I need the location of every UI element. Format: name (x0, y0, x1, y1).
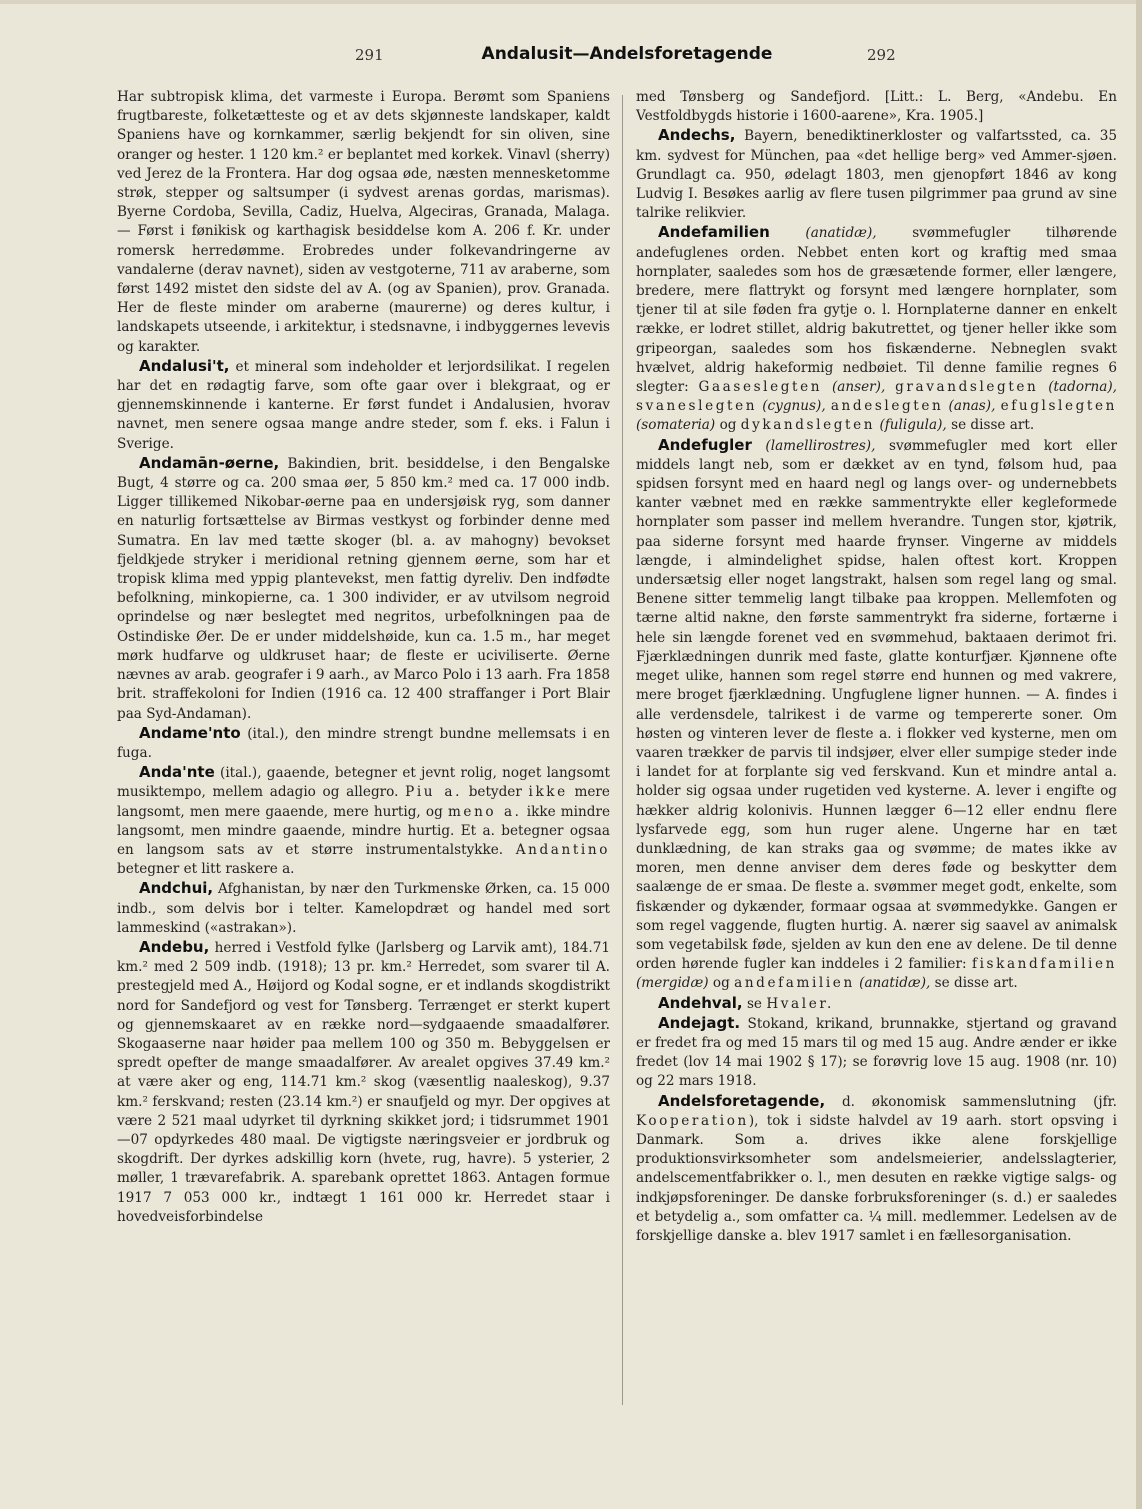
entry-text: Stokand, krikand, brunnakke, stjertand og gravand er fredet fra og med 15 mars til og med 15 aug. Andre ænder er ikke fredet (lov 14 mai 1902 § 17); se forøvrig love 15 aug. 1908 (nr. 10) og 22 mars 1918. (636, 1015, 1117, 1090)
spaced-term: Piu a. (405, 784, 463, 801)
spaced-term: andefamilien (734, 975, 855, 992)
page-number-left: 291 (355, 46, 384, 64)
latin-name: (mergidæ) (636, 975, 709, 992)
entry-andalusit (117, 357, 610, 454)
entry-andefamilien (636, 223, 1117, 435)
spaced-term: dykandslegten (740, 417, 876, 434)
entry-text: se disse art. (951, 417, 1035, 434)
latin-name: (anatidæ), (805, 225, 877, 242)
headword: Andebu, (139, 937, 210, 956)
entry-andehval (636, 994, 1117, 1014)
right-column (636, 88, 1117, 1246)
latin-name: (tadorna), (1048, 379, 1117, 396)
spaced-term: Kooperation (636, 1112, 749, 1129)
entry-text: med Tønsberg og Sandefjord. [Litt.: L. Berg, «Andebu. En Vestfoldbygds historie i 1600-aarene», Kra. 1905.] (636, 89, 1117, 125)
entry-text: betyder (468, 784, 522, 801)
page-number-right: 292 (867, 46, 896, 64)
entry-text: d. økonomisk sammenslutning (jfr. (841, 1093, 1117, 1110)
entry-text: Afghanistan, by nær den Turkmenske Ørken, ca. 15 000 indb., som delvis bor i telter. Kamelopdræt og handel med sort lammeskind («astrakan»). (117, 881, 610, 936)
entry-text: ), tok i sidste halvdel av 19 aarh. stort opsving i Danmark. Som a. drives ikke alene forskjellige produktionsvirksomheter som andelsmeierier, andelsslagterier, andelscementfabrikker o. l., men desuten en række vigtige salgs- og indkjøpsforeninger. De danske forbruksforeninger (s. d.) er saaledes et betydelig a., som omfatter ca. ¼ mill. medlemmer. Ledelsen av de forskjellige danske a. blev 1917 samlet i en fællesorganisation. (636, 1112, 1117, 1244)
entry-andefugler (636, 436, 1117, 994)
entry-text: mere langsomt, men mere gaaende, mere hurtig, og (117, 784, 610, 820)
entry-text: og (719, 417, 737, 434)
entry-andechs (636, 126, 1117, 223)
spaced-term: Gaaseslegten (698, 379, 823, 396)
page-right-edge (1136, 0, 1142, 1509)
entry-andalusien-continued (117, 88, 610, 357)
headword: Andejagt. (658, 1013, 741, 1032)
spaced-term: gravandslegten (895, 379, 1039, 396)
spaced-term: Andantino (515, 841, 610, 858)
page-top-edge (0, 0, 1142, 4)
headword: Andechs, (658, 126, 736, 145)
headword: Anda'nte (139, 763, 215, 782)
spaced-term: ikke (528, 784, 568, 801)
entry-text: ikke mindre langsomt, men mindre gaaende, mindre hurtig. Et a. betegner ogsaa en langsom sats av et større instrumentalstykke. (117, 803, 611, 858)
spaced-term: fiskandfamilien (971, 956, 1117, 973)
entry-text: herred i Vestfold fylke (Jarlsberg og Larvik amt), 184.71 km.² med 2 509 indb. (1918); 13 pr. km.² Herredet, som svarer til A. prestegjeld med A., Høijord og Kodal sogne, er et indlands skogdistrikt nord for Sandefjord og vest for Tønsberg. Terrænget er sterkt kupert og gjennemskaaret av en række nord—sydgaaende smaadalfører. Skogaaserne naar høider paa mellem 100 og 350 m. Bebyggelsen er spredt opefter de mange smaadalfører. Av arealet opgives 37.49 km.² at være aker og eng, 114.71 km.² skog (væsentlig naaleskog), 9.37 km.² ferskvand; resten (23.14 km.²) er snaufjeld og myr. Der opgives at være 2 521 maal udyrket til dyrkning skikket jord; i tidsrummet 1901—07 opdyrkedes 480 maal. De vigtigste næringsveier er jordbruk og skogdrift. Der dyrkes adskillig korn (hvete, rug, havre). 5 ysterier, 2 møller, 1 trævarefabrik. A. sparebank oprettet 1863. Antagen formue 1917 7 053 000 kr., indtægt 1 161 000 kr. Herredet staar i hovedveisforbindelse (117, 939, 610, 1225)
latin-name: (anser), (831, 379, 886, 396)
entry-andebu-continued (636, 88, 1117, 126)
entry-text: (ital.), gaaende, betegner et jevnt rolig, noget langsomt musiktempo, mellem adagio og allegro. (117, 765, 610, 801)
entry-text: og (712, 975, 730, 992)
headword: Andchui, (139, 879, 214, 898)
headword: Andame'nto (139, 723, 241, 742)
left-column (117, 88, 610, 1227)
spaced-term: andeslegten (830, 398, 944, 415)
entry-text: svømmefugler tilhørende andefuglenes orden. Nebbet enten kort og kraftig med smaa hornplater, saaledes som hos de græsætende former, eller længere, bredere, mere flattrykt og forsynt med længere hornplater, som tjener til at sile føden fra gytje o. l. Hornplaterne danner en enkelt række, er lodret stillet, aldrig bakutrettet, og tjener heller ikke som gripeorgan, saaledes som hos fiskænderne. Nebneglen svakt hvælvet, aldrig hakeformig nedbøiet. Til denne familie regnes 6 slegter: (636, 225, 1118, 396)
entry-andebu (117, 938, 610, 1227)
latin-name: (fuligula), (879, 417, 947, 434)
entry-text: (ital.), den mindre strengt bundne mellemsats i en fuga. (117, 725, 610, 761)
entry-text: betegner et litt raskere a. (117, 861, 295, 878)
entry-text: svømmefugler med kort eller middels langt neb, som er dækket av en tynd, følsom hud, paa spidsen forsynt med en haard negl og langs over- og undernebbets kanter væbnet med en række sammentrykte eller kegleformede hornplater som passer ind mellem hverandre. Tungen stor, kjøtrik, paa siderne forsynt med haarde frynser. Vingerne av middels længde, i almindelighet spidse, halen oftest kort. Kroppen undersætsig eller noget langstrakt, halsen som regel lang og smal. Benene sitter temmelig langt tilbake paa kroppen. Mellemfoten og tærne altid nakne, den første sammentrykt fra siderne, fortærne i hele sin længde forenet ved en svømmehud, baktaaen derimot fri. Fjærklædningen dunrik med faste, glatte konturfjær. Kjønnene ofte meget ulike, hannen som regel større end hunnen og med vakrere, mere broget fjærklædning. Ungfuglene ligner hunnen. — A. findes i alle verdensdele, talrikest i de varme og tempererte soner. Om høsten og vinteren lever de fleste a. i flokker ved kysterne, men om vaaren trækker de parvis til indsjøer, elver eller sumpige steder inde i landet for at forplante sig ved ferskvand. Kun et mindre antal a. holder sig ogsaa under rugetiden ved kysterne. A. lever i engifte og hækker aldrig kolonivis. Hunnen lægger 6—12 eller endnu flere lysfarvede egg, som hun ruger alene. Ungerne har en tæt dunklædning, de kan straks gaa og svømme; de mates ikke av moren, men denne anviser dem deres føde og beskytter dem saalænge de er smaa. De fleste a. svømmer meget godt, enkelte, som fiskænder og dykænder, formaar ogsaa at svømmedykke. Gangen er som regel vaggende, flugten hurtig. A. nærer sig saavel av animalsk som vegetabilsk føde, sjelden av kun den ene av delene. De til denne orden hørende fugler kan inddeles i 2 familier: (636, 437, 1117, 973)
entry-andamento (117, 724, 610, 763)
entry-text: Har subtropisk klima, det varmeste i Europa. Berømt som Spaniens frugtbareste, folketætteste og et av dets skjønneste landskaper, kaldt Spaniens have og kornkammer, særlig bekjendt for sin oliven, sine oranger og hester. 1 120 km.² er beplantet med korkek. Vinavl (sherry) ved Jerez de la Frontera. Har dog ogsaa øde, næsten mennesketomme strøk, stepper og saltsumper (i sydvest arenas gordas, marismas). Byerne Cordoba, Sevilla, Cadiz, Huelva, Algeciras, Granada, Malaga. — Først i fønikisk og karthagisk besiddelse kom A. 206 f. Kr. under romersk herredømme. Erobredes under folkevandringerne av vandalerne (derav navnet), siden av vestgoterne, 711 av araberne, som først 1492 mistet den sidste del av A. (og av Spanien), prov. Granada. Her de fleste minder om araberne (maurerne) og deres kultur, i landskapets utseende, i arkitektur, i stedsnavne, i indbyggernes levevis og karakter. (117, 89, 610, 355)
entry-andaman-oerne (117, 454, 610, 724)
spaced-term: Hvaler. (766, 995, 834, 1012)
entry-andelsforetagende (636, 1092, 1117, 1247)
entry-text: Bayern, benediktinerkloster og valfartssted, ca. 35 km. sydvest for München, paa «det hellige berg» ved Ammer-sjøen. Grundlagt ca. 950, ødelagt 1803, men gjenopført 1846 av kong Ludvig I. Besøkes aarlig av flere tusen pilgrimmer paa grund av sine talrike relikvier. (636, 128, 1117, 222)
entry-text: et mineral som indeholder et lerjordsilikat. I regelen har det en rødagtig farve, som ofte gaar over i blekgraat, og er gjennemskinnende i kanterne. Er først fundet i Andalusien, hvorav navnet, men senere ogsaa mange andre steder, som f. eks. i Falun i Sverige. (117, 358, 610, 452)
entry-text: se (746, 995, 762, 1012)
running-header (120, 46, 1110, 72)
column-divider (622, 95, 623, 1405)
header-title: Andalusit—Andelsforetagende (481, 44, 773, 64)
headword: Andefamilien (658, 223, 770, 242)
entry-andchui (117, 879, 610, 938)
latin-name: (anas), (948, 398, 996, 415)
entry-andejagt (636, 1014, 1117, 1092)
headword: Andamān-øerne, (139, 453, 280, 472)
spaced-term: svaneslegten (636, 398, 758, 415)
latin-name: (lamellirostres), (765, 437, 876, 454)
entry-andante (117, 763, 610, 879)
headword: Andelsforetagende, (658, 1091, 826, 1110)
headword: Andefugler (658, 435, 752, 454)
spaced-term: meno a. (447, 803, 522, 820)
latin-name: (cygnus), (762, 398, 826, 415)
entry-text: Bakindien, brit. besiddelse, i den Bengalske Bugt, 4 større og ca. 200 smaa øer, 5 850 km.² med ca. 17 000 indb. Ligger tillikemed Nikobar-øerne paa en undersjøisk ryg, som danner en naturlig fortsættelse av Birmas vestkyst og forbinder denne med Sumatra. En lav med tætte skoger (bl. a. av mahogny) bevokset fjeldkjede stryker i meridional retning gjennem øerne, som har et tropisk klima med yppig plantevekst, men fattig dyreliv. Den indfødte befolkning, minkopierne, ca. 1 300 individer, er av utvilsom negroid oprindelse og nær beslegtet med negritos, urbefolkningen paa de Ostindiske Øer. De er under middelshøide, kun ca. 1.5 m., har meget mørk hudfarve og uldkruset haar; de fleste er uciviliserte. Øerne nævnes av arab. geografer i 9 aarh., av Marco Polo i 13 aarh. Fra 1858 brit. straffekoloni for Indien (1916 ca. 12 400 straffanger i Port Blair paa Syd-Andaman). (117, 455, 610, 722)
entry-text: se disse art. (934, 975, 1018, 992)
latin-name: (somateria) (636, 417, 716, 434)
latin-name: (anatidæ), (859, 975, 931, 992)
spaced-term: efuglslegten (1000, 398, 1117, 415)
headword: Andalusi't, (139, 356, 230, 375)
headword: Andehval, (658, 993, 743, 1012)
